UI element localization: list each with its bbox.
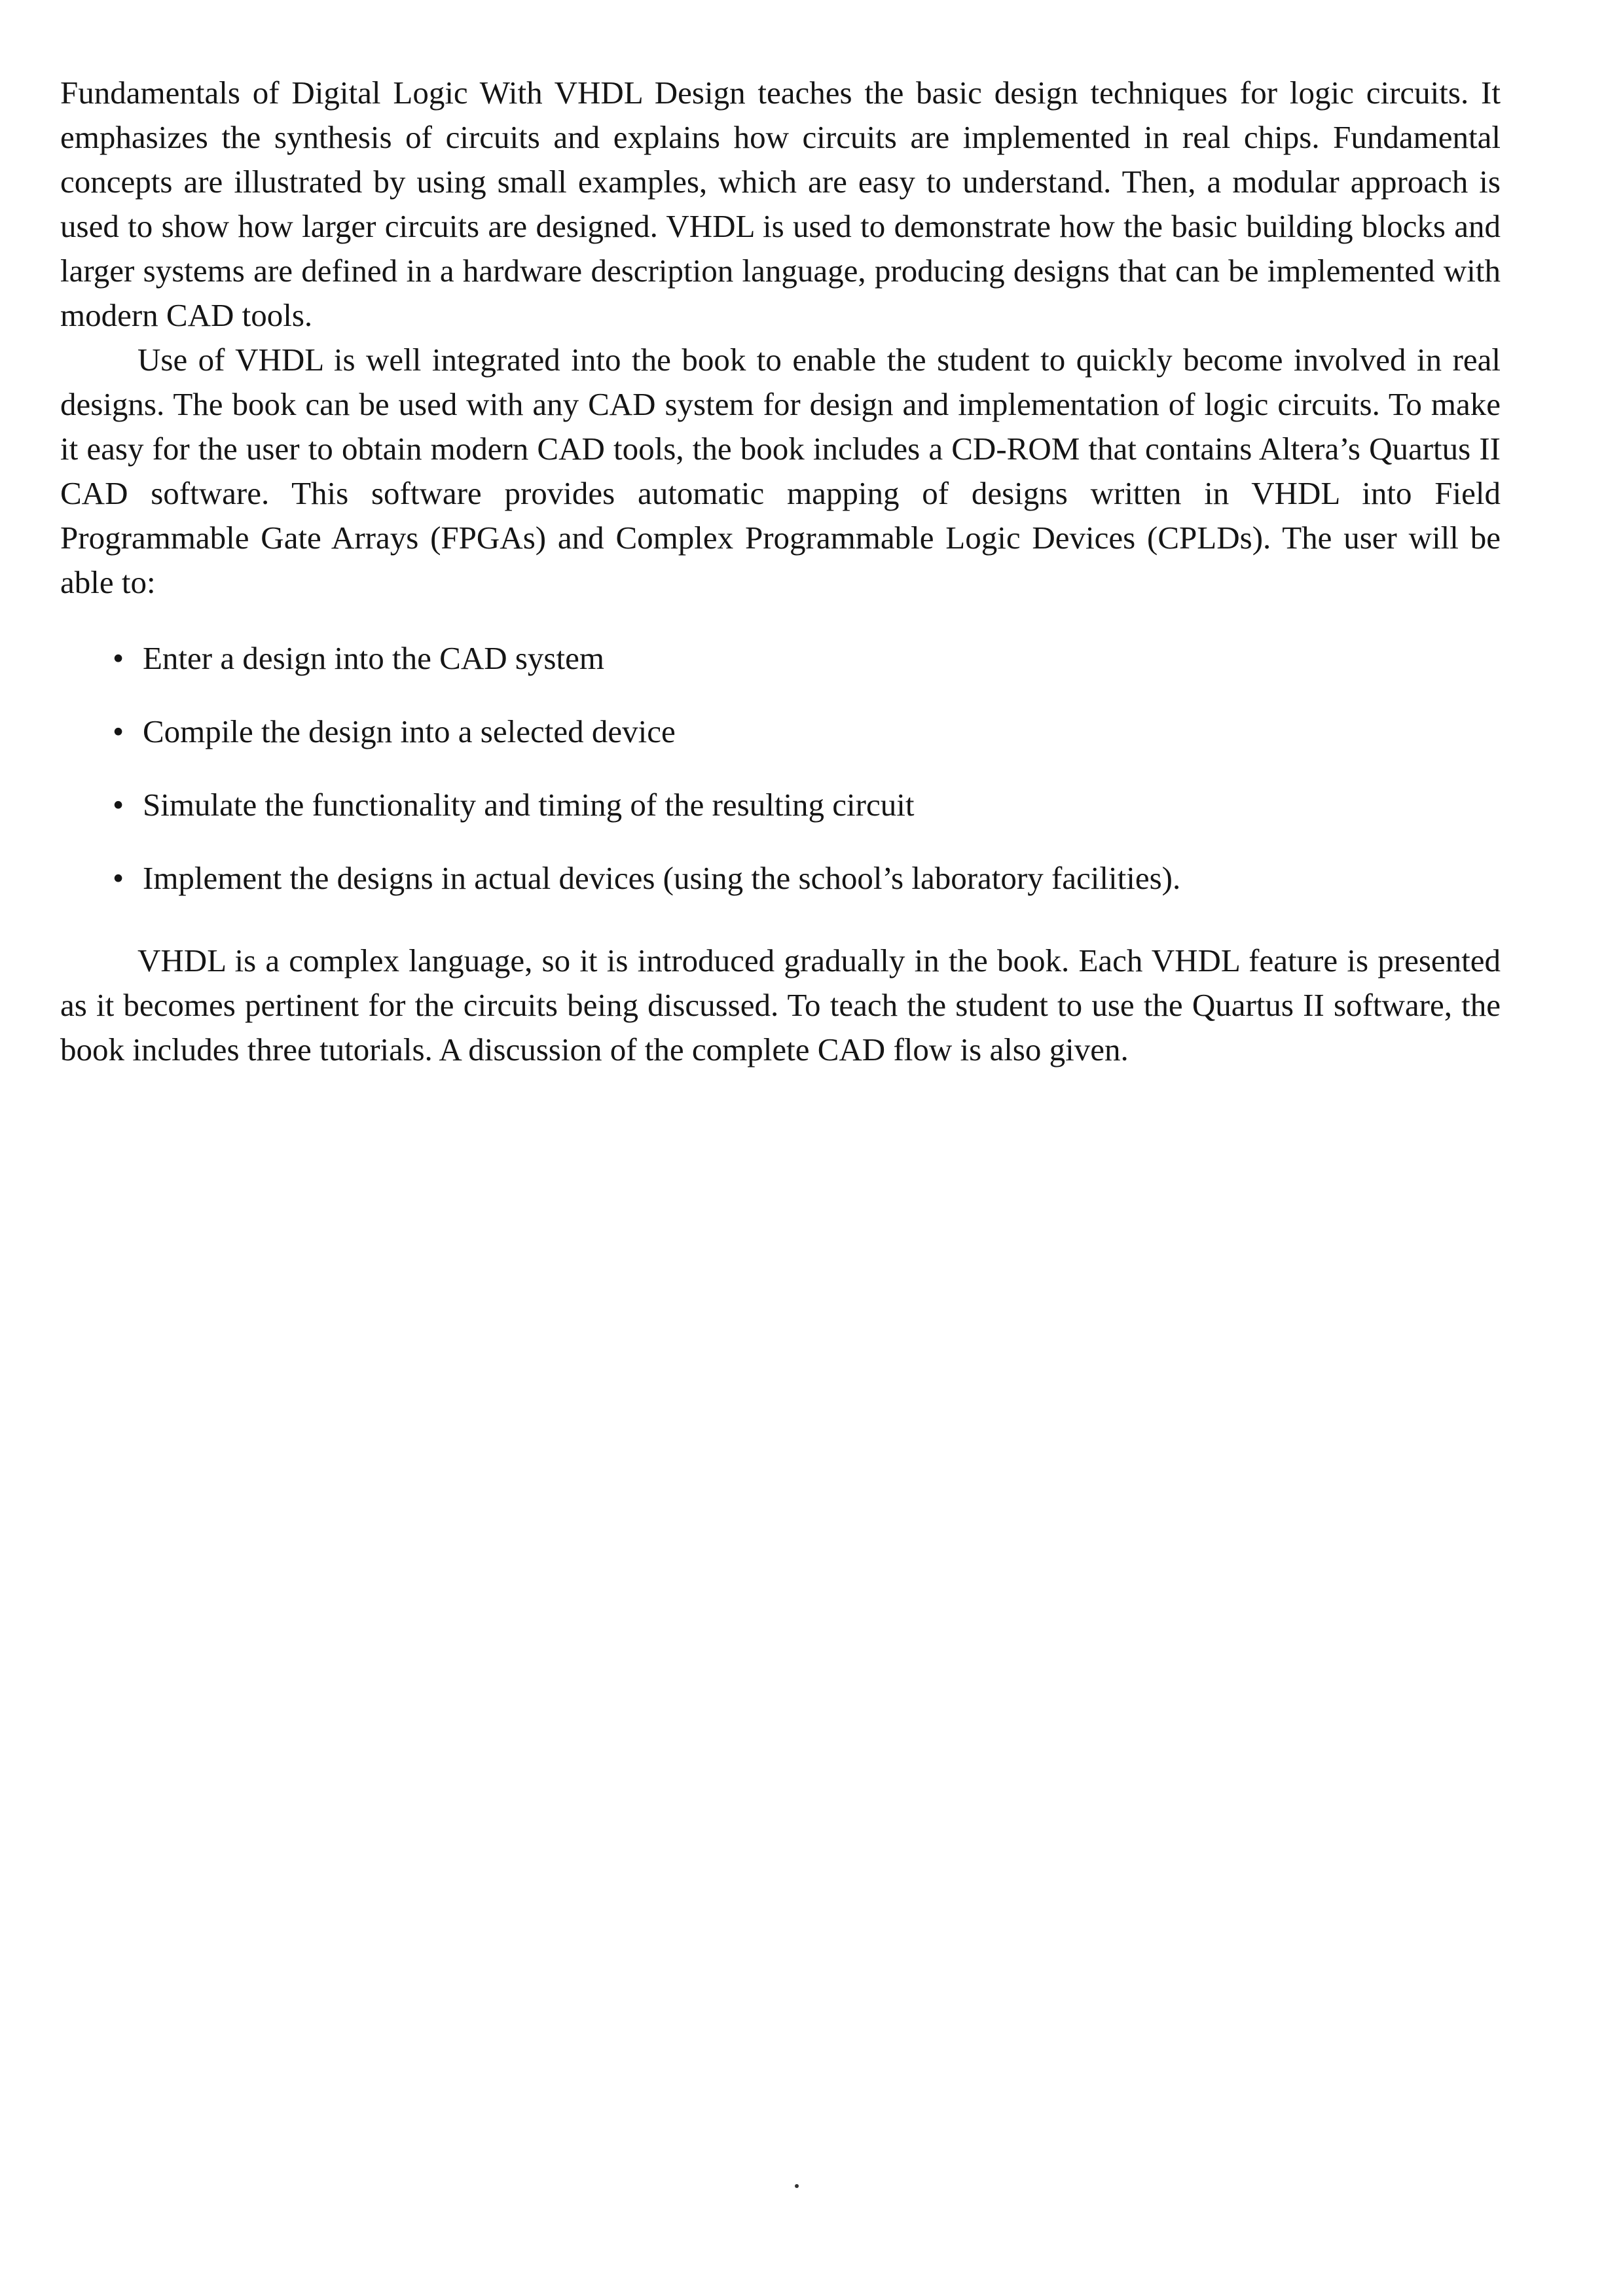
list-item	[60, 636, 1501, 681]
body-text	[60, 71, 1501, 1072]
list-item-text: Enter a design into the CAD system	[143, 640, 604, 676]
bullet-icon: •	[113, 860, 124, 896]
list-item-text: Simulate the functionality and timing of the resulting circuit	[143, 787, 915, 823]
vhdl-integration-paragraph: Use of VHDL is well integrated into the book to enable the student to quickly become involved in real designs. The book can be used with any CAD system for design and implementation of logic circuits. To make it easy for the user to obtain modern CAD tools, the book includes a CD-ROM that contains Altera’s Quartus II CAD software. This software provides automatic mapping of designs written in VHDL into Field Programmable Gate Arrays (FPGAs) and Complex Programmable Logic Devices (CPLDs). The user will be able to:	[60, 342, 1501, 600]
vhdl-language-paragraph: VHDL is a complex language, so it is introduced gradually in the book. Each VHDL feature is presented as it becomes pertinent for the circuits being discussed. To teach the student to use the Quartus II software, the book includes three tutorials. A discussion of the complete CAD flow is also given.	[60, 942, 1501, 1067]
list-item	[60, 856, 1501, 901]
list-item	[60, 709, 1501, 754]
list-item-text: Compile the design into a selected device	[143, 713, 676, 749]
bullet-icon: •	[113, 713, 124, 749]
intro-paragraph: Fundamentals of Digital Logic With VHDL Design teaches the basic design techniques for logic circuits. It emphasizes the synthesis of circuits and explains how circuits are implemented in real chips. Fundamental concepts are illustrated by using small examples, which are easy to understand. Then, a modular approach is used to show how larger circuits are designed. VHDL is used to demonstrate how the basic building blocks and larger systems are defined in a hardware description language, producing designs that can be implemented with modern CAD tools.	[60, 75, 1501, 333]
list-item	[60, 783, 1501, 827]
capabilities-list	[60, 636, 1501, 901]
scan-speck	[795, 2184, 799, 2188]
bullet-icon: •	[113, 787, 124, 823]
bullet-icon: •	[113, 640, 124, 676]
list-item-text: Implement the designs in actual devices (using the school’s laboratory facilities).	[143, 860, 1181, 896]
